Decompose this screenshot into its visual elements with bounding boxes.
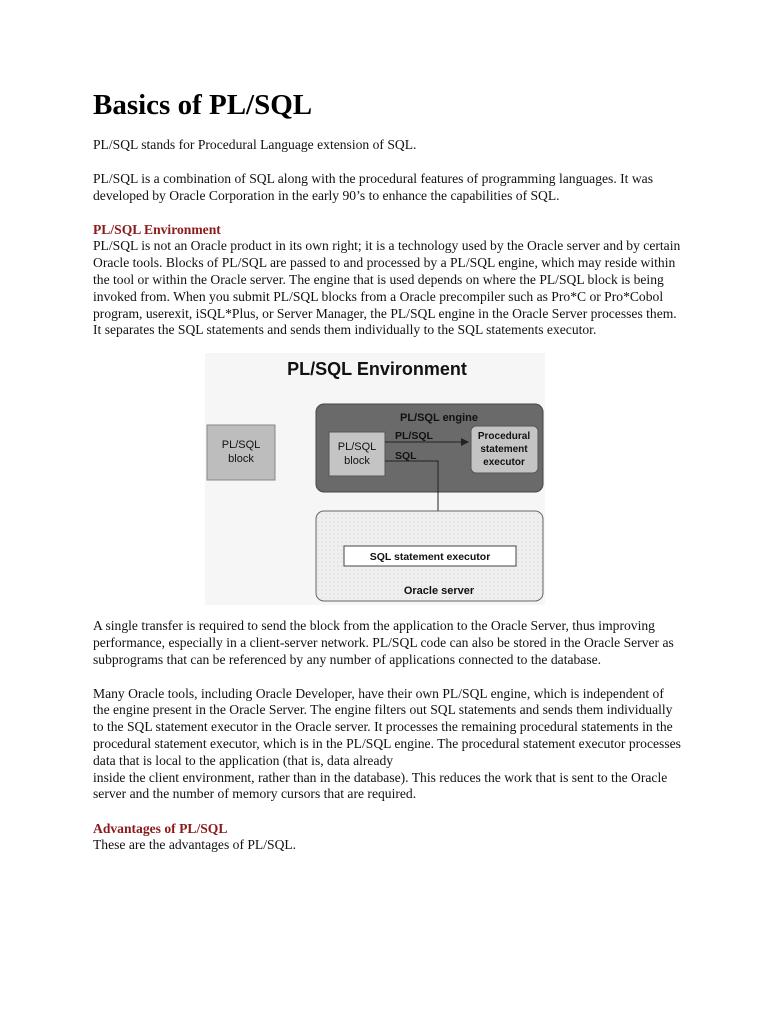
environment-paragraph: PL/SQL is not an Oracle product in its own right; it is a technology used by the Oracle server and by certain Oracle tools. Blocks of PL/SQL are passed to and processed by a PL/SQL engine, which may reside within the tool or within the Oracle server. The engine that is used depends on where the PL/SQL block is being invoked from. When you submit PL/SQL blocks from a Oracle precompiler such as Pro*C or Pro*Cobol program, userexit, iSQL*Plus, or Server Manager, the PL/SQL engine in the Oracle Server processes them. It separates the SQL statements and sends them individually to the SQL statements executor.: [93, 238, 681, 338]
engine-block-label-line: block: [344, 455, 370, 468]
client-block-label-line: block: [228, 453, 254, 466]
sql-executor-label: SQL statement executor: [369, 551, 491, 564]
arrow-sql-label: SQL: [395, 450, 417, 463]
section-heading-advantages: Advantages of PL/SQL: [93, 821, 228, 837]
document-page: [93, 88, 683, 854]
procedural-executor-label-line: statement: [480, 444, 528, 456]
engine-block-label-line: PL/SQL: [337, 441, 377, 454]
plsql-environment-diagram: [205, 353, 545, 605]
advantages-paragraph: These are the advantages of PL/SQL.: [93, 837, 297, 853]
tools-paragraph-a: Many Oracle tools, including Oracle Developer, have their own PL/SQL engine, which is independent of the engine present in the Oracle Server. The engine filters out SQL statements and sends them individually to the SQL statement executor in the Oracle server. It processes the remaining procedural statements in the procedural statement executor, which is in the PL/SQL engine. The procedural statement executor processes data that is local to the application (that is, data already: [93, 685, 681, 768]
procedural-executor-label-line: executor: [483, 457, 525, 469]
procedural-executor-label-line: Procedural: [477, 431, 531, 443]
engine-plsql-block: [329, 432, 385, 476]
engine-label: PL/SQL engine: [399, 412, 479, 425]
procedural-executor-label: [478, 431, 530, 468]
arrow-plsql-label: PL/SQL: [395, 430, 433, 443]
diagram-svg: [205, 353, 545, 605]
tools-paragraph-b: inside the client environment, rather than in the database). This reduces the work that is sent to the Oracle server and the number of memory cursors that are required.: [93, 769, 668, 802]
section-heading-environment: PL/SQL Environment: [93, 222, 221, 238]
client-block-label-line: PL/SQL: [221, 439, 261, 452]
page-title: Basics of PL/SQL: [93, 89, 313, 121]
intro-paragraph-1: PL/SQL stands for Procedural Language extension of SQL.: [93, 137, 417, 152]
transfer-paragraph: A single transfer is required to send the block from the application to the Oracle Server, thus improving performance, especially in a client-server network. PL/SQL code can also be stored in the Oracle Server as subprograms that can be referenced by any number of applications connected to the database.: [93, 618, 674, 667]
oracle-server-label: Oracle server: [403, 585, 475, 598]
intro-paragraph-2: PL/SQL is a combination of SQL along with the procedural features of programming languages. It was developed by Oracle Corporation in the early 90’s to enhance the capabilities of SQL.: [93, 170, 653, 203]
diagram-title: PL/SQL Environment: [287, 359, 467, 380]
